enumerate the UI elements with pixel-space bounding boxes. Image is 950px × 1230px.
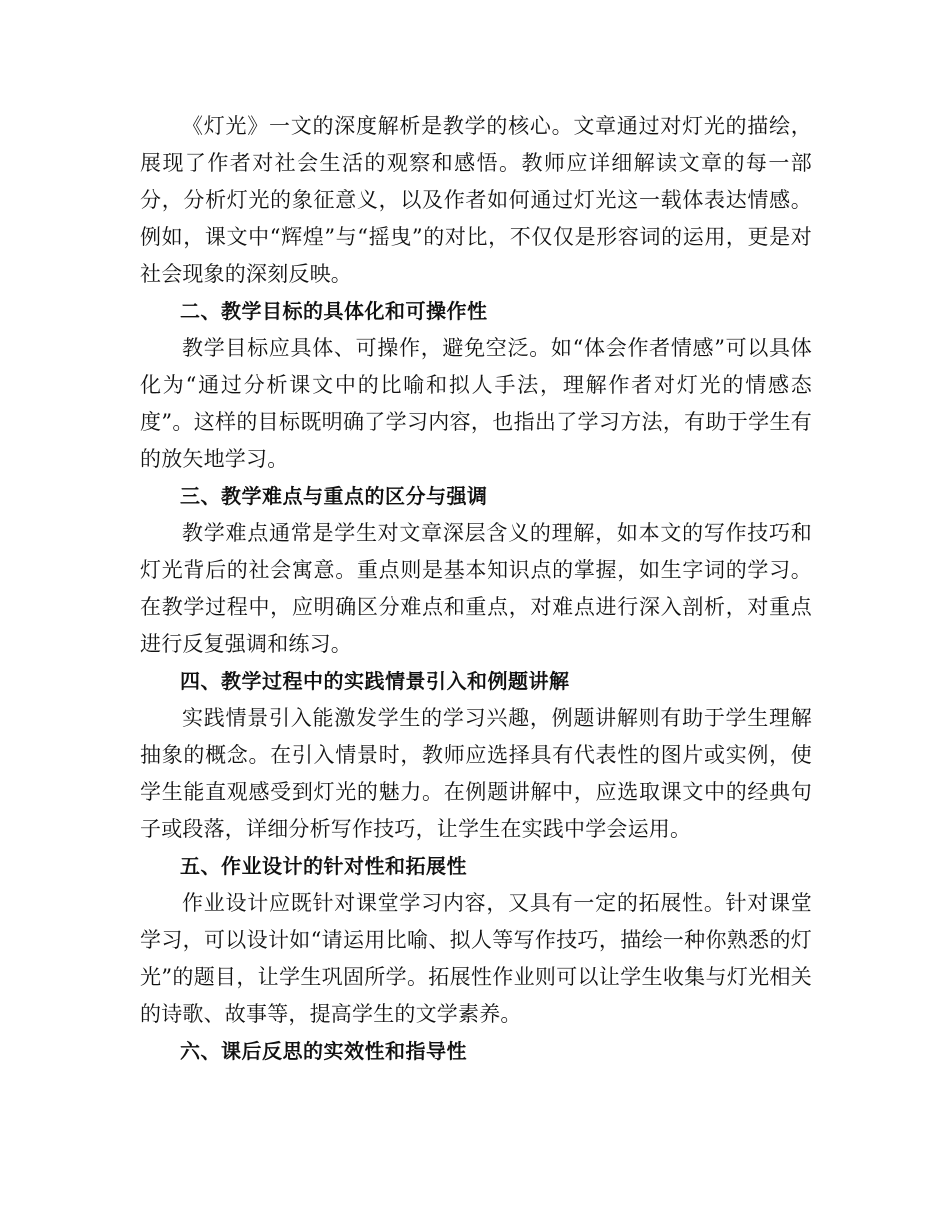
document-body	[140, 108, 812, 1070]
section-heading-practice-and-examples: 四、教学过程中的实践情景引入和例题讲解	[180, 669, 570, 693]
paragraph-practice-and-examples: 实践情景引入能激发学生的学习兴趣，例题讲解则有助于学生理解抽象的概念。在引入情景时，教师应选择具有代表性的图片或实例，使学生能直观感受到灯光的魅力。在例题讲解中，应选取课文中的经典句子或段落，详细分析写作技巧，让学生在实践中学会运用。	[140, 706, 812, 841]
section-heading-teaching-objectives: 二、教学目标的具体化和可操作性	[180, 299, 488, 323]
paragraph-homework-design: 作业设计应既针对课堂学习内容，又具有一定的拓展性。针对课堂学习，可以设计如“请运用比喻、拟人等写作技巧，描绘一种你熟悉的灯光”的题目，让学生巩固所学。拓展性作业则可以让学生收集与灯光相关的诗歌、故事等，提高学生的文学素养。	[140, 891, 812, 1026]
section-heading-post-class-reflection: 六、课后反思的实效性和指导性	[180, 1039, 467, 1063]
paragraph-teaching-objectives: 教学目标应具体、可操作，避免空泛。如“体会作者情感”可以具体化为“通过分析课文中的比喻和拟人手法，理解作者对灯光的情感态度”。这样的目标既明确了学习内容，也指出了学习方法，有助于学生有的放矢地学习。	[140, 336, 812, 471]
section-heading-homework-design: 五、作业设计的针对性和拓展性	[180, 854, 467, 878]
paragraph-difficulties-and-key-points: 教学难点通常是学生对文章深层含义的理解，如本文的写作技巧和灯光背后的社会寓意。重点则是基本知识点的掌握，如生字词的学习。在教学过程中，应明确区分难点和重点，对难点进行深入剖析，对重点进行反复强调和练习。	[140, 521, 812, 656]
paragraph-lamplight-analysis: 《灯光》一文的深度解析是教学的核心。文章通过对灯光的描绘，展现了作者对社会生活的观察和感悟。教师应详细解读文章的每一部分，分析灯光的象征意义，以及作者如何通过灯光这一载体表达情感。例如，课文中“辉煌”与“摇曳”的对比，不仅仅是形容词的运用，更是对社会现象的深刻反映。	[140, 114, 812, 286]
section-heading-difficulties-and-key-points: 三、教学难点与重点的区分与强调	[180, 484, 488, 508]
